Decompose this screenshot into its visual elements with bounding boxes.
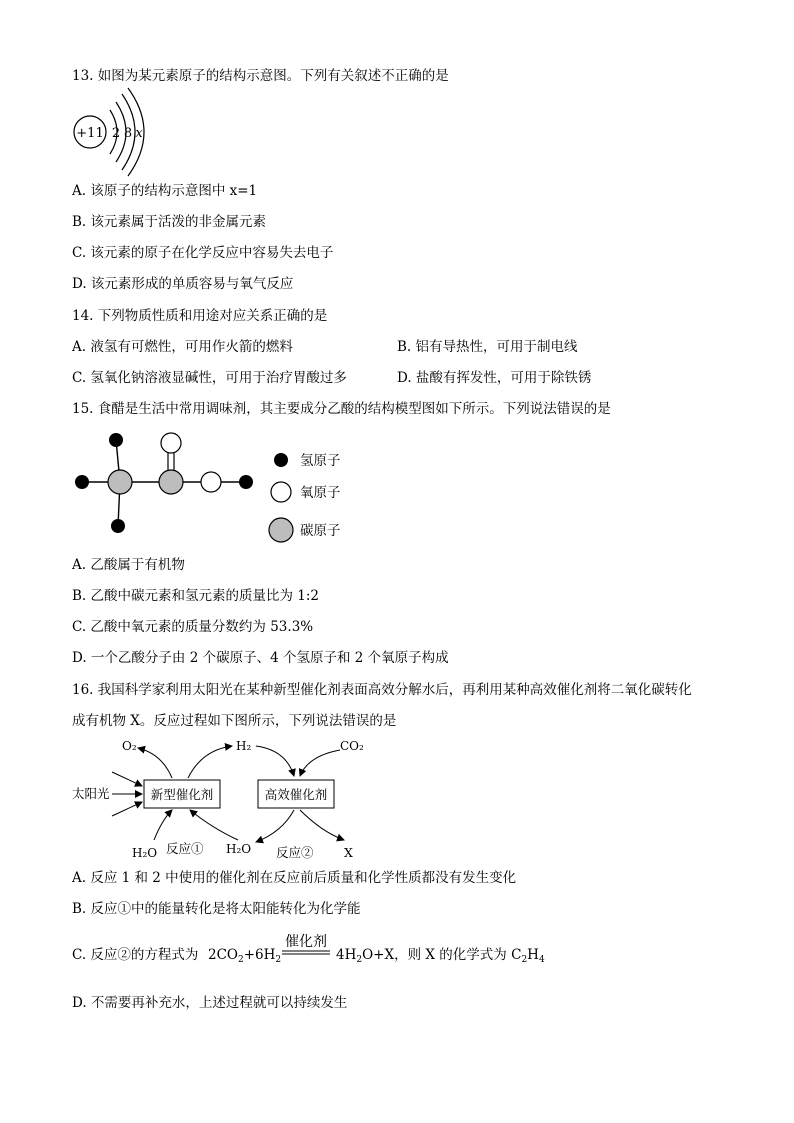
- eq-suffix: ，则 X 的化学式为 C: [394, 947, 522, 963]
- eq-rhs-h2o-sub: 2: [356, 955, 363, 965]
- eq-lhs-h2-sub: 2: [275, 955, 282, 965]
- atom-structure-diagram: [72, 94, 172, 174]
- eq-lhs-h2: +6H: [243, 947, 276, 963]
- eq-lhs-co2-sub: 2: [238, 955, 244, 965]
- eq-h: H: [527, 947, 539, 963]
- eq-h-sub: 4: [538, 955, 545, 965]
- h2o-left-label: H₂O: [132, 846, 158, 860]
- q13-option-a: A. 该原子的结构示意图中 x=1: [72, 183, 258, 199]
- atom-shell-1: 2: [111, 126, 121, 141]
- q16-option-a: A. 反应 1 和 2 中使用的催化剂在反应前后质量和化学性质都没有发生变化: [72, 870, 517, 886]
- q14-option-d: D. 盐酸有挥发性，可用于除铁锈: [397, 370, 592, 386]
- atom-shell-2: 8: [123, 126, 133, 141]
- legend-oxygen-label: 氧原子: [300, 485, 341, 501]
- carbon-atom: [159, 470, 183, 494]
- q16-option-b: B. 反应①中的能量转化是将太阳能转化为化学能: [72, 901, 361, 917]
- atom-shell-3: x: [135, 126, 143, 141]
- co2-label: CO₂: [340, 739, 364, 753]
- q14-option-a: A. 液氢有可燃性，可用作火箭的燃料: [72, 339, 293, 355]
- q15-option-d: D. 一个乙酸分子由 2 个碳原子、4 个氢原子和 2 个氧原子构成: [72, 650, 449, 666]
- o2-label: O₂: [122, 739, 137, 753]
- eq-rhs-h2o: 4H: [336, 947, 357, 963]
- h2o-mid-label: H₂O: [226, 842, 252, 856]
- legend-hydrogen-swatch: [274, 453, 288, 467]
- x-product-label: X: [344, 845, 353, 860]
- q13-stem: 13. 如图为某元素原子的结构示意图。下列有关叙述不正确的是: [72, 68, 449, 84]
- eq-condition-label: 催化剂: [285, 934, 327, 950]
- legend-hydrogen-label: 氢原子: [300, 453, 341, 469]
- q15-option-a: A. 乙酸属于有机物: [72, 557, 185, 573]
- q16-stem-line1: 16. 我国科学家利用太阳光在某种新型催化剂表面高效分解水后，再利用某种高效催化剂将二氧化碳转化: [72, 682, 692, 698]
- hydrogen-atom: [75, 475, 89, 489]
- atom-nucleus-label: +11: [76, 126, 104, 141]
- q15-option-b: B. 乙酸中碳元素和氢元素的质量比为 1:2: [72, 588, 320, 604]
- reaction2-label: 反应②: [276, 845, 314, 860]
- eq-condition-arrow: [280, 932, 332, 972]
- oxygen-atom: [161, 433, 181, 453]
- hydrogen-atom: [111, 519, 125, 533]
- q16-option-c-prefix: C. 反应②的方程式为: [72, 947, 199, 963]
- acetic-acid-model: [66, 428, 366, 548]
- q14-option-b: B. 铝有导热性，可用于制电线: [397, 339, 578, 355]
- q15-option-c: C. 乙酸中氧元素的质量分数约为 53.3%: [72, 619, 314, 635]
- efficient-catalyst-label: 高效催化剂: [264, 787, 328, 802]
- reaction-process-diagram: [72, 736, 402, 866]
- reaction1-label: 反应①: [166, 841, 204, 856]
- legend-oxygen-swatch: [271, 482, 291, 502]
- q13-option-d: D. 该元素形成的单质容易与氧气反应: [72, 276, 294, 292]
- h2-label: H₂: [236, 739, 252, 753]
- sunlight-label: 太阳光: [72, 786, 110, 801]
- legend-carbon-swatch: [269, 518, 293, 542]
- eq-lhs-co2: 2CO: [208, 947, 238, 963]
- q16-stem-line2: 成有机物 X。反应过程如下图所示，下列说法错误的是: [72, 713, 397, 729]
- hydrogen-atom: [239, 475, 253, 489]
- q15-stem: 15. 食醋是生活中常用调味剂，其主要成分乙酸的结构模型图如下所示。下列说法错误的是: [72, 401, 611, 417]
- oxygen-atom: [201, 472, 221, 492]
- q14-stem: 14. 下列物质性质和用途对应关系正确的是: [72, 308, 328, 324]
- eq-c-sub: 2: [521, 955, 528, 965]
- q13-option-b: B. 该元素属于活泼的非金属元素: [72, 214, 267, 230]
- hydrogen-atom: [109, 433, 123, 447]
- eq-rhs-x: O+X: [362, 947, 395, 963]
- q13-option-c: C. 该元素的原子在化学反应中容易失去电子: [72, 245, 334, 261]
- q16-option-d: D. 不需要再补充水，上述过程就可以持续发生: [72, 995, 348, 1011]
- q14-option-c: C. 氢氧化钠溶液显碱性，可用于治疗胃酸过多: [72, 370, 347, 386]
- carbon-atom: [108, 470, 132, 494]
- legend-carbon-label: 碳原子: [300, 523, 341, 539]
- new-catalyst-label: 新型催化剂: [150, 787, 214, 802]
